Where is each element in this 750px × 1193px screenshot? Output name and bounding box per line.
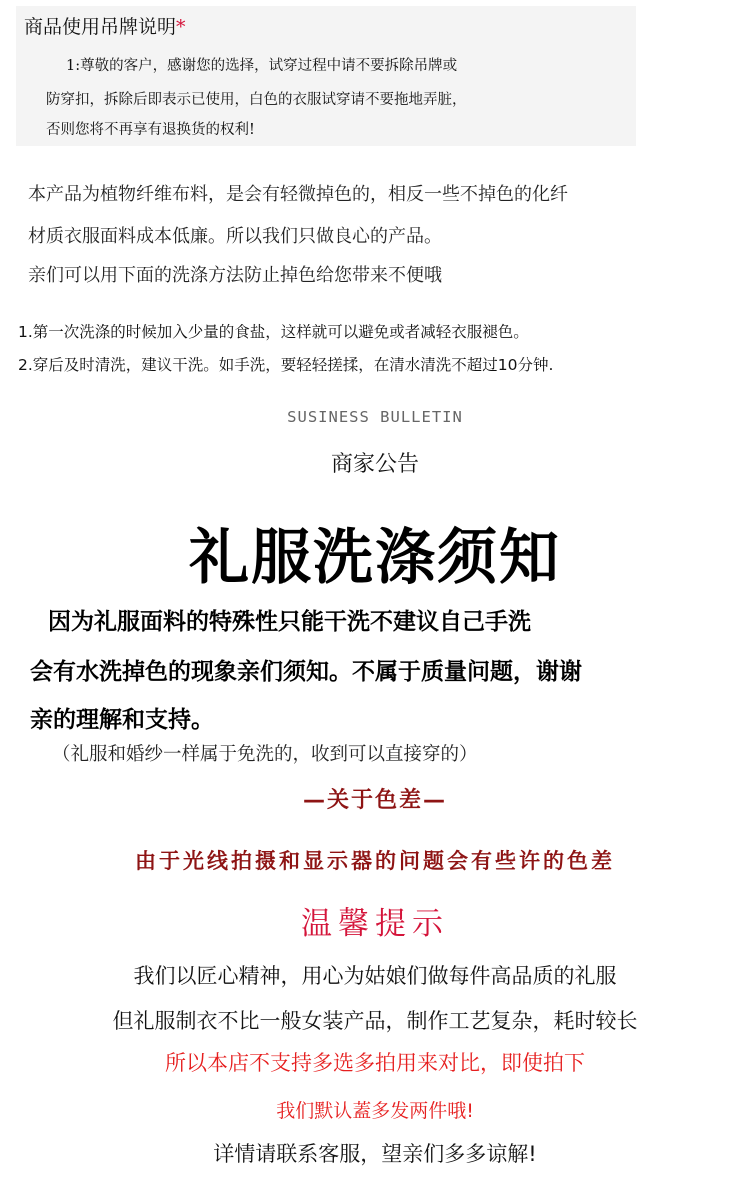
reminder-line: 详情请联系客服，望亲们多多谅解! xyxy=(213,1142,537,1166)
fading-note: 材质衣服面料成本低廉。所以我们只做良心的产品。 xyxy=(28,226,442,247)
reminder-line: 但礼服制衣不比一般女装产品，制作工艺复杂，耗时较长 xyxy=(112,1009,638,1033)
notice-line: 亲的理解和支持。 xyxy=(30,707,214,733)
reminder-line: 我们以匠心精神，用心为姑娘们做每件高品质的礼服 xyxy=(133,964,617,988)
hang-tag-title: 商品使用吊牌说明* xyxy=(24,16,186,38)
hang-tag-line: 1:尊敬的客户，感谢您的选择，试穿过程中请不要拆除吊牌或 xyxy=(66,58,458,74)
color-diff-text: 由于光线拍摄和显示器的问题会有些许的色差 xyxy=(135,849,615,873)
reminder-heading: 温馨提示 xyxy=(301,906,449,942)
fading-note: 亲们可以用下面的洗涤方法防止掉色给您带来不便哦 xyxy=(28,265,442,286)
notice-parenthetical: （礼服和婚纱一样属于免洗的，收到可以直接穿的） xyxy=(52,744,478,765)
notice-line: 会有水洗掉色的现象亲们须知。不属于质量问题，谢谢 xyxy=(30,659,582,685)
fading-note: 本产品为植物纤维布料，是会有轻微掉色的，相反一些不掉色的化纤 xyxy=(28,184,568,205)
hang-tag-line: 防穿扣，拆除后即表示已使用，白色的衣服试穿请不要拖地弄脏， xyxy=(46,92,467,108)
required-star: * xyxy=(176,16,186,38)
reminder-line-highlight: 我们默认蓋多发两件哦! xyxy=(276,1100,474,1122)
hang-tag-line: 否则您将不再享有退换货的权利! xyxy=(46,122,255,138)
notice-title: 礼服洗涤须知 xyxy=(189,523,561,593)
color-diff-heading: —关于色差— xyxy=(302,788,447,813)
bulletin-title: 商家公告 xyxy=(330,452,419,477)
notice-line: 因为礼服面料的特殊性只能干洗不建议自己手洗 xyxy=(48,609,531,635)
wash-tip: 2.穿后及时清洗，建议干洗。如手洗，要轻轻搓揉，在清水清洗不超过10分钟. xyxy=(18,356,554,374)
bulletin-english: SUSINESS BULLETIN xyxy=(287,408,463,426)
reminder-line-highlight: 所以本店不支持多选多拍用来对比，即使拍下 xyxy=(165,1051,585,1075)
wash-tip: 1.第一次洗涤的时候加入少量的食盐，这样就可以避免或者减轻衣服褪色。 xyxy=(18,323,529,341)
